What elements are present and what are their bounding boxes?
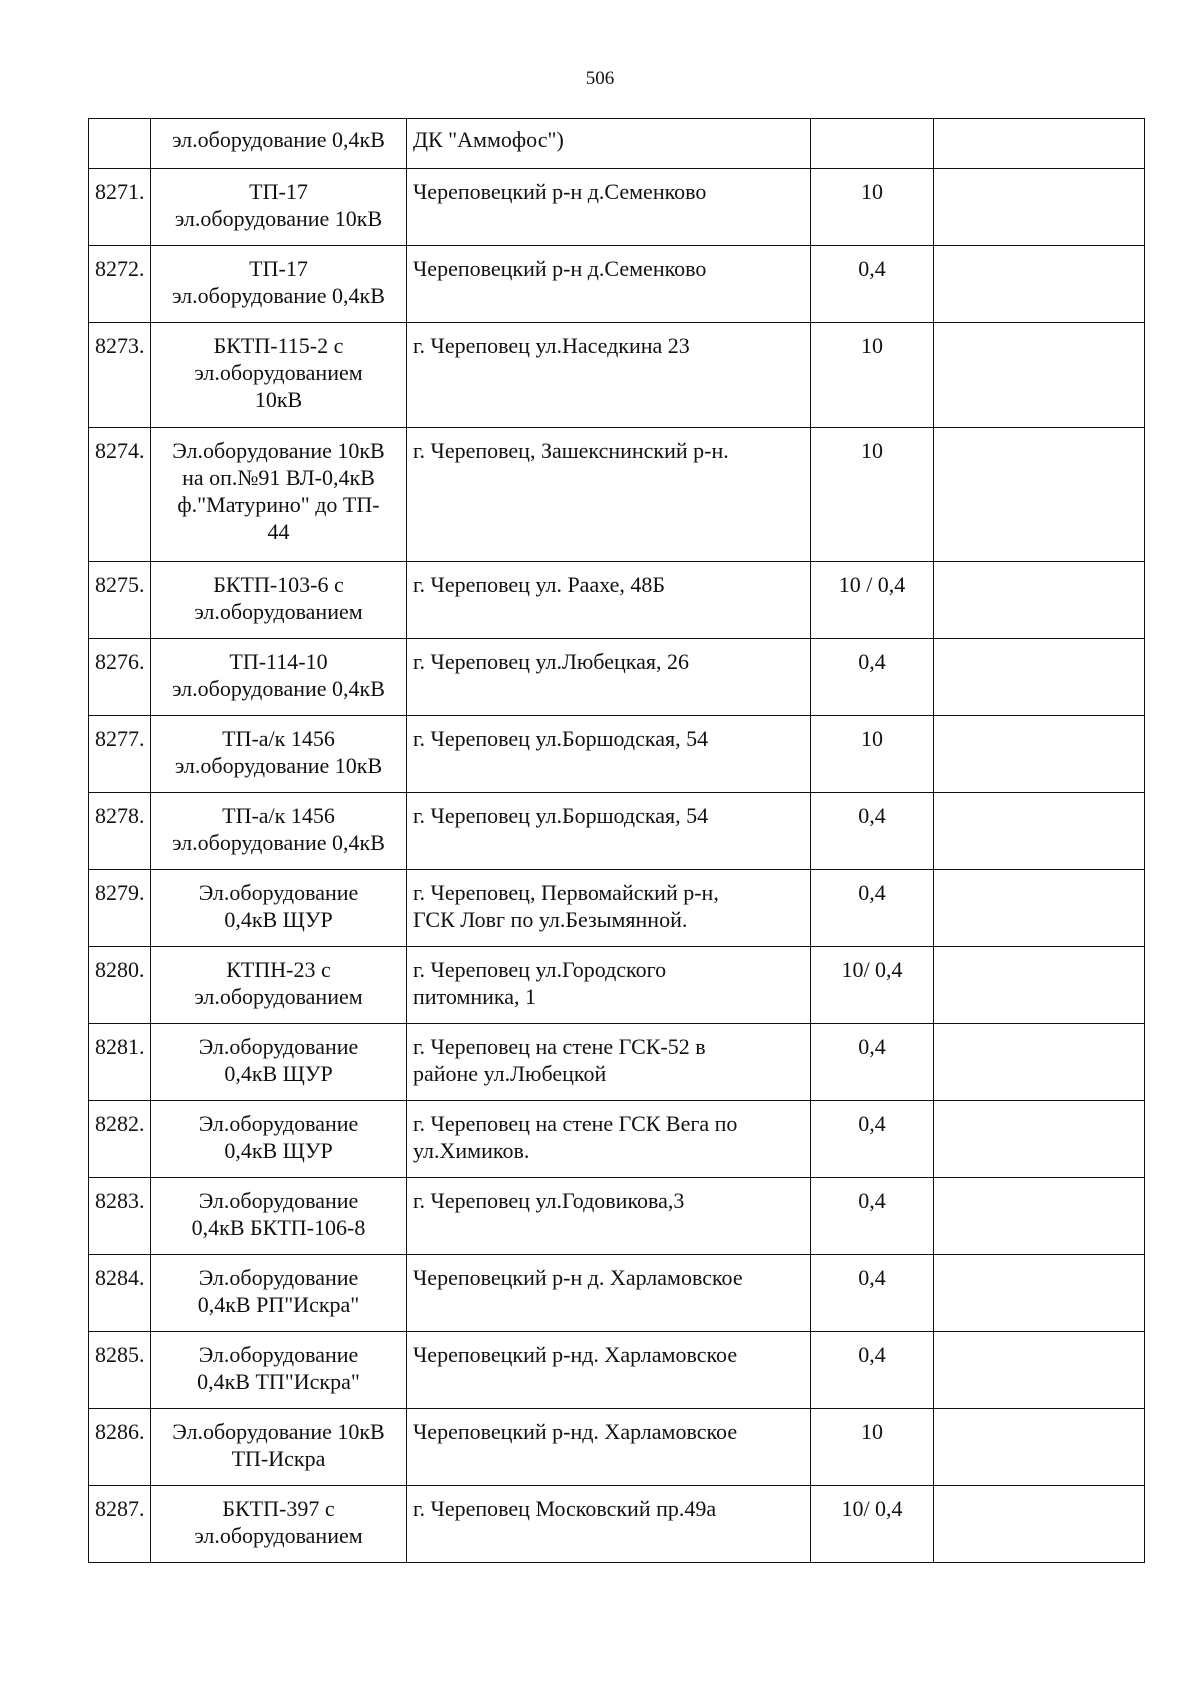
notes-cell [934,562,1145,639]
row-number-cell: 8283. [89,1178,151,1255]
table-row [89,1486,1145,1563]
address-line: г. Череповец ул.Годовикова,3 [413,1188,685,1213]
equipment-name-line: Эл.оборудование [198,1342,359,1367]
row-number-cell: 8276. [89,639,151,716]
page-number: 506 [585,68,615,89]
address-line: г. Череповец ул. Раахе, 48Б [413,572,666,597]
equipment-name-line: эл.оборудование 0,4кВ [172,127,385,152]
address-line: г. Череповец ул.Наседкина 23 [413,333,690,358]
address-line: г. Череповец ул.Боршодская, 54 [413,803,709,828]
address-line: Череповецкий р-н д. Харламовское [413,1265,743,1290]
voltage-cell: 10 / 0,4 [811,562,934,639]
row-number-cell: 8281. [89,1024,151,1101]
voltage-cell: 10/ 0,4 [811,947,934,1024]
table-row [89,562,1145,639]
row-number-cell: 8282. [89,1101,151,1178]
equipment-name-line: БКТП-103-6 с [213,572,344,597]
equipment-name-cell [151,169,407,246]
equipment-name-line: эл.оборудованием [194,360,363,385]
address-cell [407,1024,811,1101]
notes-cell [934,1486,1145,1563]
row-number-cell: 8286. [89,1409,151,1486]
equipment-name-cell [151,1024,407,1101]
equipment-name-line: эл.оборудование 10кВ [174,753,383,778]
equipment-name-line: ТП-17 [249,256,308,281]
table-row [89,1332,1145,1409]
notes-cell [934,716,1145,793]
address-line: Череповецкий р-н д.Семенково [413,179,707,204]
address-cell [407,1332,811,1409]
address-line: г. Череповец Московский пр.49а [413,1496,717,1521]
table-row [89,716,1145,793]
equipment-name-line: ТП-Искра [231,1446,326,1471]
address-line: г. Череповец ул.Боршодская, 54 [413,726,709,751]
equipment-name-cell [151,947,407,1024]
address-cell [407,793,811,870]
equipment-name-line: ф."Матурино" до ТП- [177,492,380,517]
equipment-name-line: эл.оборудование 0,4кВ [172,283,385,308]
equipment-name-line: ТП-а/к 1456 [222,726,335,751]
table-row [89,870,1145,947]
row-number-cell: 8287. [89,1486,151,1563]
voltage-cell: 0,4 [811,870,934,947]
equipment-name-line: эл.оборудованием [194,1523,363,1548]
address-line: г. Череповец, Зашекснинский р-н. [413,438,729,463]
row-number-cell: 8279. [89,870,151,947]
notes-cell [934,1178,1145,1255]
voltage-cell: 0,4 [811,246,934,323]
address-cell [407,119,811,169]
voltage-cell: 10 [811,323,934,428]
equipment-name-line: ТП-114-10 [229,649,328,674]
equipment-name-line: Эл.оборудование [198,1034,359,1059]
equipment-name-cell [151,1486,407,1563]
address-cell [407,323,811,428]
address-cell [407,562,811,639]
voltage-cell: 10 [811,1409,934,1486]
table-row [89,1101,1145,1178]
equipment-name-cell [151,246,407,323]
row-number-cell: 8275. [89,562,151,639]
table-row [89,1409,1145,1486]
address-cell [407,947,811,1024]
equipment-name-line: Эл.оборудование [198,1188,359,1213]
equipment-name-line: Эл.оборудование [198,880,359,905]
notes-cell [934,428,1145,562]
address-cell [407,870,811,947]
address-line: Череповецкий р-нд. Харламовское [413,1342,738,1367]
address-line: Череповецкий р-н д.Семенково [413,256,707,281]
row-number-cell: 8271. [89,169,151,246]
equipment-name-cell [151,716,407,793]
equipment-name-line: 0,4кВ РП"Искра" [197,1292,360,1317]
address-line: питомника, 1 [413,984,537,1009]
address-line: Череповецкий р-нд. Харламовское [413,1419,738,1444]
address-line: г. Череповец на стене ГСК Вега по [413,1111,738,1136]
address-cell [407,1409,811,1486]
notes-cell [934,1332,1145,1409]
notes-cell [934,323,1145,428]
equipment-name-line: 0,4кВ ЩУР [224,1138,333,1163]
address-line: г. Череповец, Первомайский р-н, [413,880,719,905]
equipment-name-cell [151,870,407,947]
registry-table [88,118,1145,1563]
equipment-name-cell [151,1178,407,1255]
notes-cell [934,1255,1145,1332]
equipment-name-cell [151,428,407,562]
table-row [89,323,1145,428]
row-number-cell: 8277. [89,716,151,793]
voltage-cell: 0,4 [811,1332,934,1409]
notes-cell [934,793,1145,870]
notes-cell [934,1024,1145,1101]
notes-cell [934,169,1145,246]
table-row [89,947,1145,1024]
equipment-name-line: эл.оборудованием [194,599,363,624]
voltage-cell: 0,4 [811,1178,934,1255]
address-line: районе ул.Любецкой [413,1061,607,1086]
equipment-name-line: Эл.оборудование [198,1265,359,1290]
address-cell [407,1486,811,1563]
address-cell [407,1255,811,1332]
address-cell [407,639,811,716]
table-row [89,119,1145,169]
equipment-name-line: ТП-а/к 1456 [222,803,335,828]
address-cell [407,428,811,562]
notes-cell [934,947,1145,1024]
row-number-cell: 8273. [89,323,151,428]
equipment-name-cell [151,1255,407,1332]
table-row [89,1024,1145,1101]
equipment-name-line: ТП-17 [249,179,308,204]
voltage-cell: 0,4 [811,639,934,716]
voltage-cell: 0,4 [811,1101,934,1178]
notes-cell [934,246,1145,323]
row-number-cell: 8285. [89,1332,151,1409]
equipment-name-cell [151,1101,407,1178]
notes-cell [934,639,1145,716]
address-line: г. Череповец ул.Любецкая, 26 [413,649,689,674]
equipment-name-line: 0,4кВ ЩУР [224,907,333,932]
equipment-name-line: эл.оборудованием [194,984,363,1009]
address-line: г. Череповец на стене ГСК-52 в [413,1034,706,1059]
address-cell [407,1101,811,1178]
equipment-name-cell [151,639,407,716]
voltage-cell: 0,4 [811,1024,934,1101]
notes-cell [934,870,1145,947]
voltage-cell: 10 [811,169,934,246]
equipment-name-line: Эл.оборудование 10кВ [172,438,385,463]
equipment-name-line: Эл.оборудование [198,1111,359,1136]
equipment-name-line: на оп.№91 ВЛ-0,4кВ [182,465,375,490]
equipment-name-line: 0,4кВ ТП"Искра" [197,1369,360,1394]
row-number-cell [89,119,151,169]
equipment-name-line: БКТП-115-2 с [213,333,344,358]
row-number-cell: 8272. [89,246,151,323]
equipment-name-line: 10кВ [254,387,303,412]
address-cell [407,716,811,793]
voltage-cell: 10 [811,428,934,562]
notes-cell [934,1101,1145,1178]
equipment-name-line: эл.оборудование 0,4кВ [172,676,385,701]
table-row [89,1255,1145,1332]
equipment-name-line: 0,4кВ ЩУР [224,1061,333,1086]
equipment-name-line: БКТП-397 с [222,1496,335,1521]
notes-cell [934,1409,1145,1486]
equipment-name-line: Эл.оборудование 10кВ [172,1419,385,1444]
equipment-name-cell [151,562,407,639]
table-row [89,1178,1145,1255]
address-line: ГСК Ловг по ул.Безымянной. [413,907,688,932]
notes-cell [934,119,1145,169]
address-cell [407,1178,811,1255]
equipment-name-line: КТПН-23 с [226,957,331,982]
equipment-name-line: 0,4кВ БКТП-106-8 [191,1215,366,1240]
equipment-name-cell [151,323,407,428]
voltage-cell: 0,4 [811,793,934,870]
voltage-cell: 10/ 0,4 [811,1486,934,1563]
table-row [89,639,1145,716]
equipment-name-cell [151,1409,407,1486]
equipment-name-cell [151,793,407,870]
table-row [89,793,1145,870]
voltage-cell: 10 [811,716,934,793]
equipment-name-cell [151,1332,407,1409]
address-line: ул.Химиков. [413,1138,530,1163]
registry-table-body [89,119,1145,1563]
row-number-cell: 8274. [89,428,151,562]
voltage-cell: 0,4 [811,1255,934,1332]
row-number-cell: 8280. [89,947,151,1024]
voltage-cell [811,119,934,169]
address-line: г. Череповец ул.Городского [413,957,667,982]
table-row [89,428,1145,562]
equipment-name-line: эл.оборудование 0,4кВ [172,830,385,855]
equipment-name-line: 44 [267,519,290,544]
row-number-cell: 8278. [89,793,151,870]
equipment-name-cell [151,119,407,169]
row-number-cell: 8284. [89,1255,151,1332]
table-row [89,169,1145,246]
table-row [89,246,1145,323]
equipment-name-line: эл.оборудование 10кВ [174,206,383,231]
address-cell [407,246,811,323]
address-line: ДК "Аммофос") [413,127,564,152]
address-cell [407,169,811,246]
